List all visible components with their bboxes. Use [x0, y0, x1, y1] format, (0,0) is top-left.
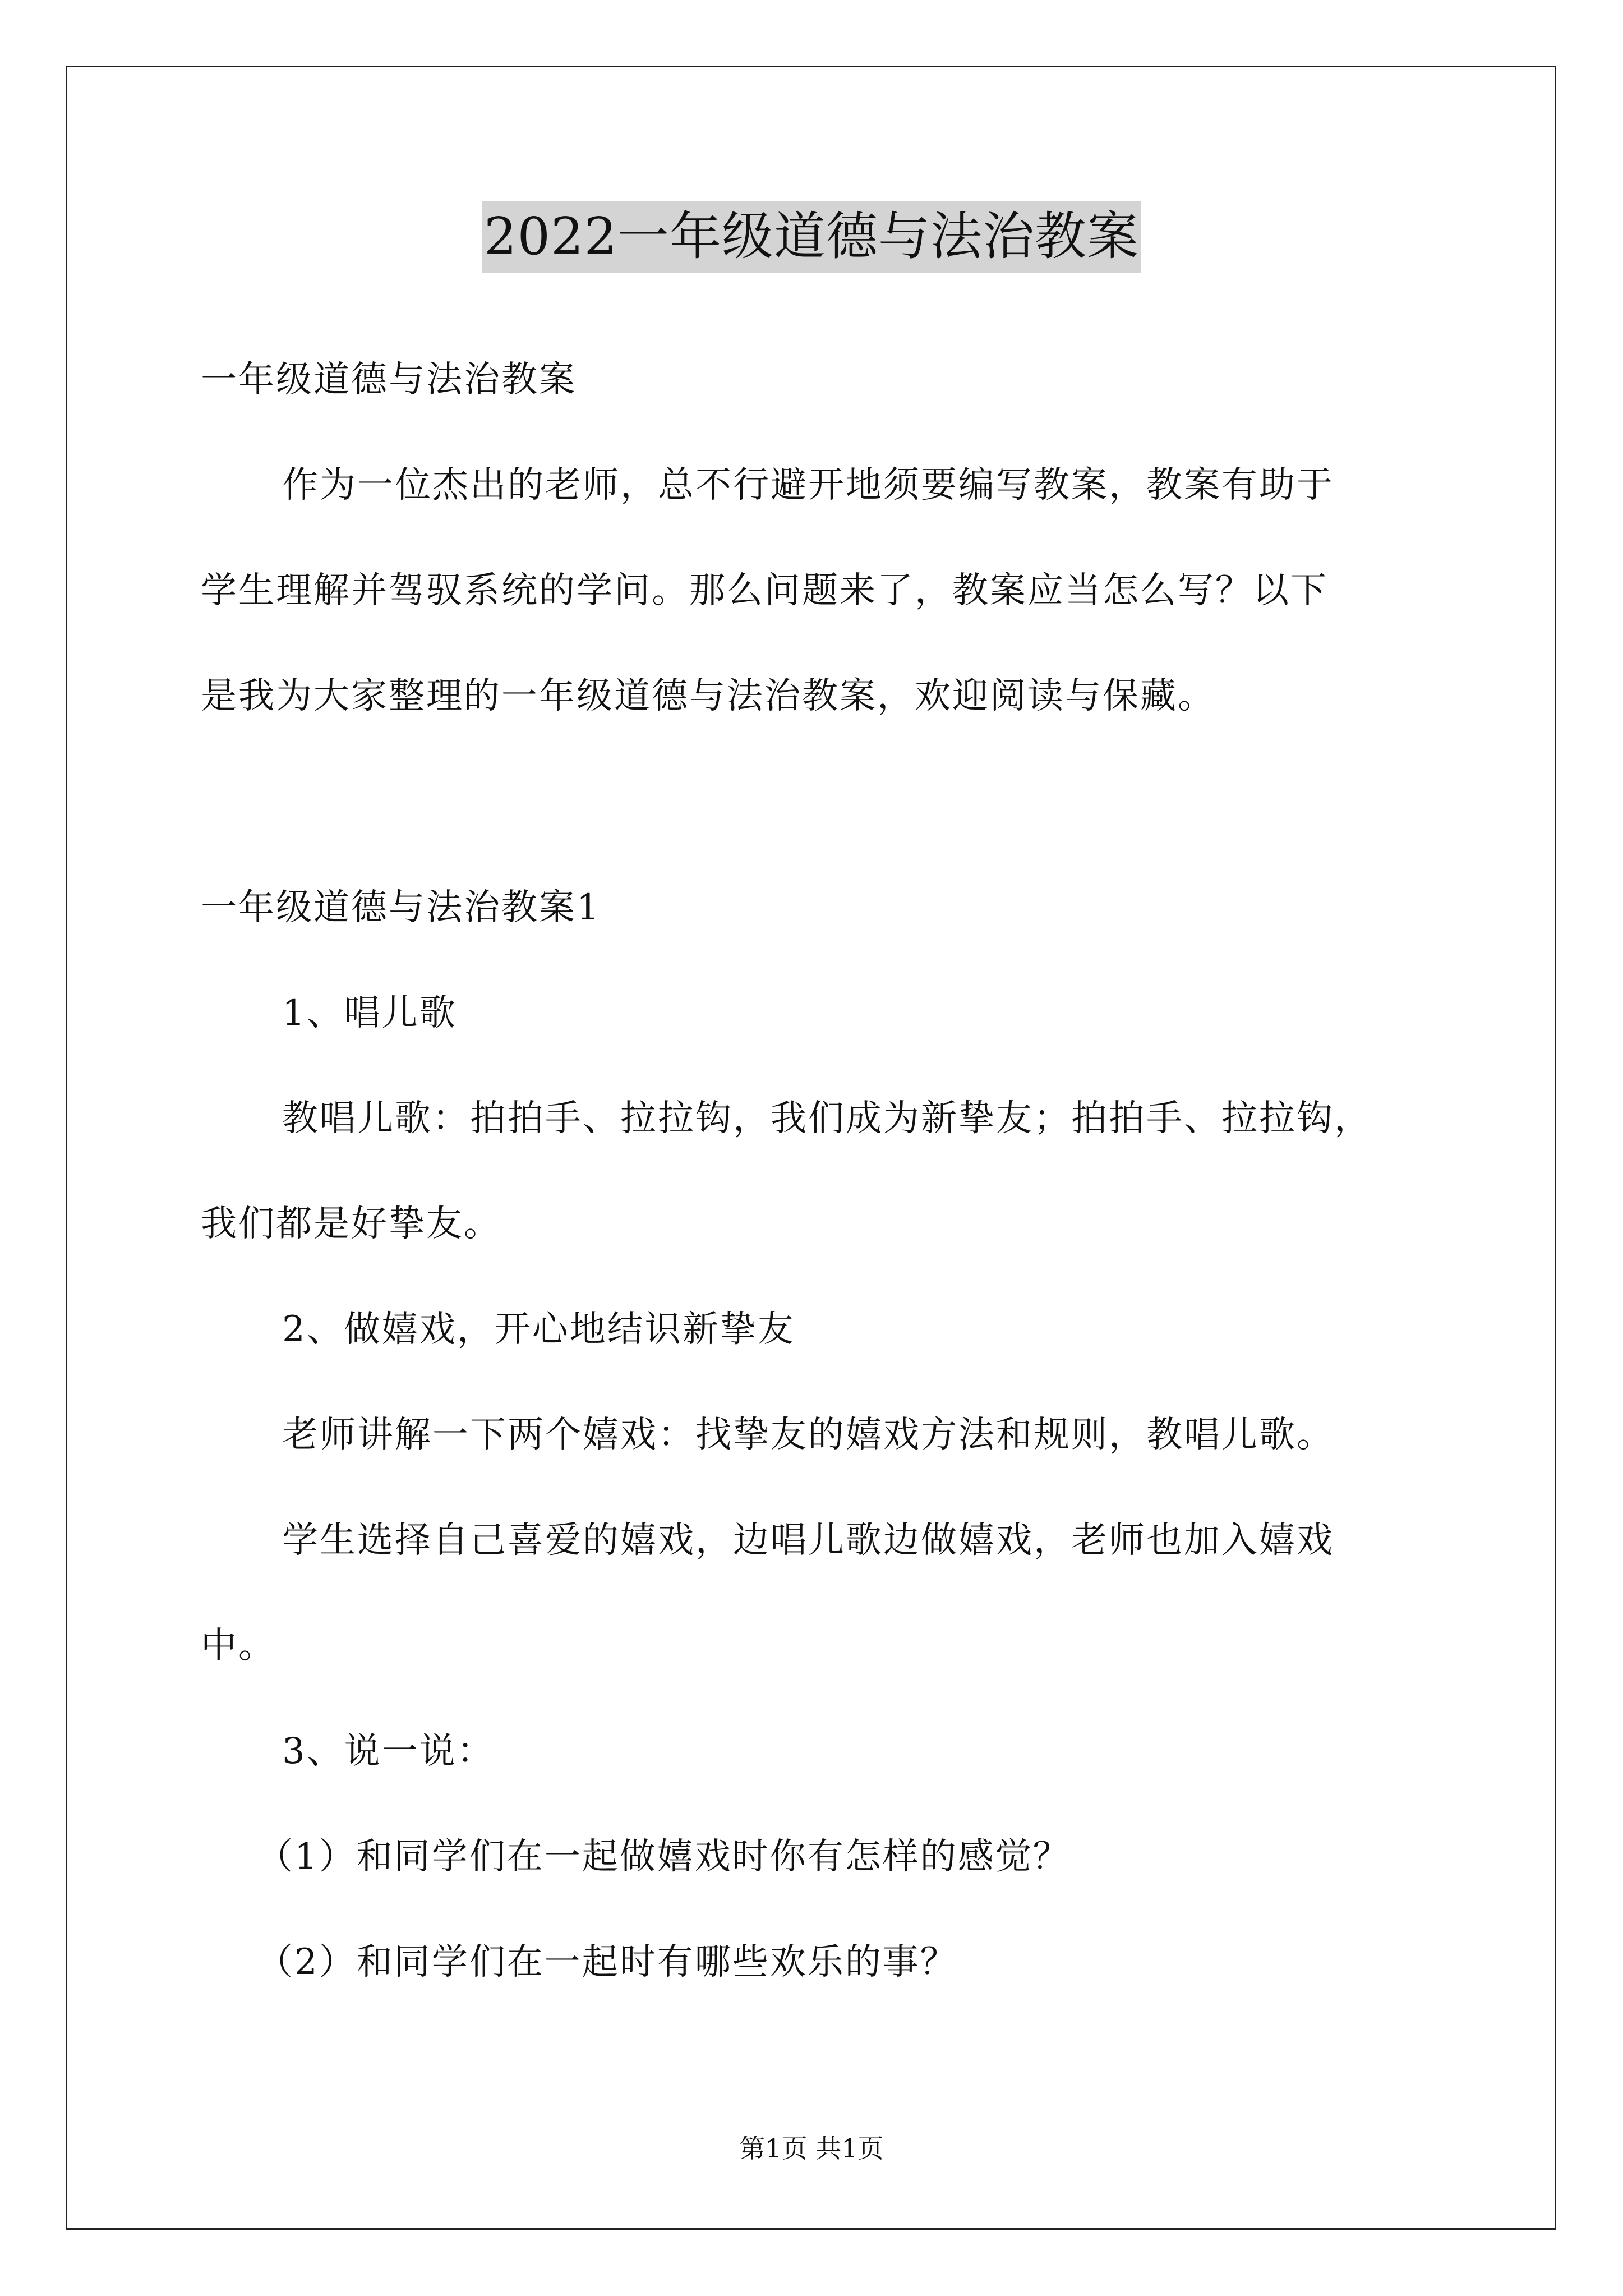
- step3-title: 3、说一说：: [282, 1731, 495, 1772]
- document-subtitle: 一年级道德与法治教案: [201, 359, 577, 401]
- intro-line-1: 作为一位杰出的老师，总不行避开地须要编写教案，教案有助于: [282, 464, 1334, 506]
- document-title: 2022一年级道德与法治教案: [482, 201, 1141, 273]
- page-number: 第1页 共1页: [739, 2133, 884, 2164]
- step1-body-line2: 我们都是好挚友。: [201, 1203, 501, 1245]
- section-heading: 一年级道德与法治教案1: [201, 887, 601, 928]
- step2-body2-line1: 学生选择自己喜爱的嬉戏，边唱儿歌边做嬉戏，老师也加入嬉戏: [282, 1520, 1334, 1561]
- intro-line-3: 是我为大家整理的一年级道德与法治教案，欢迎阅读与保藏。: [201, 675, 1215, 717]
- page-footer: [0, 2132, 1623, 2165]
- intro-line-2: 学生理解并驾驭系统的学问。那么问题来了，教案应当怎么写？以下: [201, 570, 1328, 611]
- step2-body2-line2: 中。: [201, 1625, 276, 1667]
- step1-body-line1: 教唱儿歌：拍拍手、拉拉钩，我们成为新挚友；拍拍手、拉拉钩，: [282, 1098, 1372, 1139]
- step1-title: 1、唱儿歌: [282, 992, 457, 1034]
- title-area: [0, 201, 1623, 273]
- step2-body1: 老师讲解一下两个嬉戏：找挚友的嬉戏方法和规则，教唱儿歌。: [282, 1414, 1334, 1456]
- question-1: （1）和同学们在一起做嬉戏时你有怎样的感觉？: [257, 1836, 1071, 1878]
- step2-title: 2、做嬉戏，开心地结识新挚友: [282, 1309, 795, 1350]
- question-2: （2）和同学们在一起时有哪些欢乐的事？: [257, 1941, 958, 1983]
